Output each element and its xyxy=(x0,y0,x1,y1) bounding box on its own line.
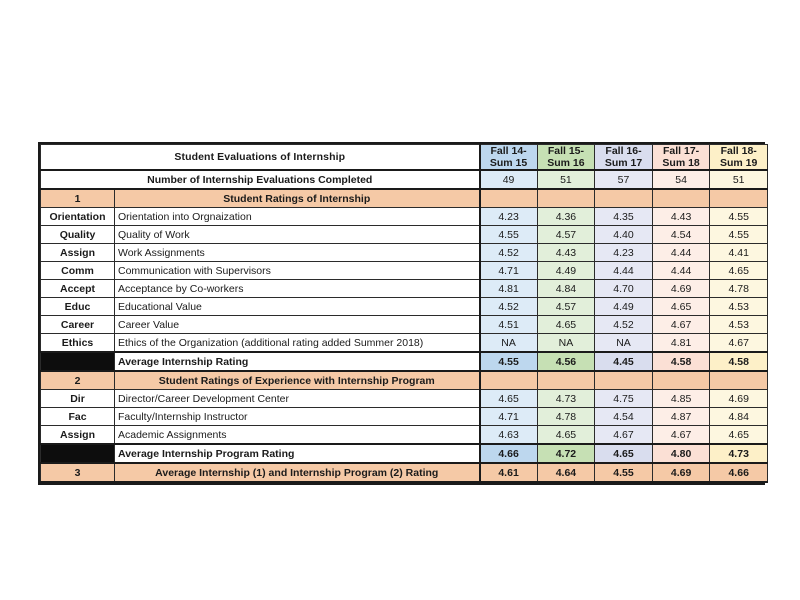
rating-value: 4.78 xyxy=(537,408,595,426)
section-2-number: 2 xyxy=(41,371,115,390)
rating-value: 4.55 xyxy=(480,226,538,244)
column-header-2 xyxy=(537,145,595,171)
section-2-header-row xyxy=(41,371,768,390)
section-3-value: 4.55 xyxy=(595,463,653,482)
table-body xyxy=(41,145,768,483)
section-1-row xyxy=(41,262,768,280)
section-2-average-row xyxy=(41,444,768,463)
rating-value: 4.67 xyxy=(595,426,653,445)
rating-value: 4.55 xyxy=(710,226,768,244)
section-2-row xyxy=(41,426,768,445)
section-2-row xyxy=(41,408,768,426)
rating-value: 4.44 xyxy=(595,262,653,280)
section-1-row xyxy=(41,298,768,316)
count-value-5: 51 xyxy=(710,170,768,189)
rating-value: 4.84 xyxy=(710,408,768,426)
row-code: Quality xyxy=(41,226,115,244)
rating-value: 4.43 xyxy=(537,244,595,262)
section-3-number: 3 xyxy=(41,463,115,482)
average-rating-value: 4.56 xyxy=(537,352,595,371)
column-header-line2: Sum 19 xyxy=(720,157,758,169)
row-code: Comm xyxy=(41,262,115,280)
column-header-line1: Fall 16- xyxy=(605,145,642,157)
average-row-marker xyxy=(41,444,115,463)
column-header-line2: Sum 17 xyxy=(604,157,643,169)
row-description: Director/Career Development Center xyxy=(115,390,480,408)
rating-value: NA xyxy=(537,334,595,353)
student-evaluations-table xyxy=(40,144,768,483)
column-header-3 xyxy=(595,145,653,171)
row-code: Career xyxy=(41,316,115,334)
section-2-label: Student Ratings of Experience with Internship Program xyxy=(115,371,480,390)
section-1-spacer-1 xyxy=(480,189,538,208)
row-description: Quality of Work xyxy=(115,226,480,244)
rating-value: 4.57 xyxy=(537,226,595,244)
rating-value: 4.65 xyxy=(537,426,595,445)
section-2-spacer-2 xyxy=(537,371,595,390)
section-2-spacer-1 xyxy=(480,371,538,390)
column-header-line1: Fall 17- xyxy=(663,145,700,157)
section-1-row xyxy=(41,226,768,244)
column-header-line1: Fall 18- xyxy=(720,145,757,157)
rating-value: 4.65 xyxy=(652,298,710,316)
row-description: Acceptance by Co-workers xyxy=(115,280,480,298)
rating-value: 4.44 xyxy=(652,262,710,280)
rating-value: 4.49 xyxy=(537,262,595,280)
rating-value: 4.67 xyxy=(710,334,768,353)
average-rating-value: 4.55 xyxy=(480,352,538,371)
rating-value: 4.41 xyxy=(710,244,768,262)
column-header-1 xyxy=(480,145,538,171)
average-row-marker xyxy=(41,352,115,371)
evaluation-table-container xyxy=(38,142,765,485)
row-description: Faculty/Internship Instructor xyxy=(115,408,480,426)
row-code: Assign xyxy=(41,426,115,445)
section-2-spacer-5 xyxy=(710,371,768,390)
section-1-number: 1 xyxy=(41,189,115,208)
row-code: Assign xyxy=(41,244,115,262)
rating-value: 4.35 xyxy=(595,208,653,226)
section-1-row xyxy=(41,208,768,226)
average-rating-value: 4.66 xyxy=(480,444,538,463)
column-header-4 xyxy=(652,145,710,171)
rating-value: 4.54 xyxy=(595,408,653,426)
section-3-label: Average Internship (1) and Internship Program (2) Rating xyxy=(115,463,480,482)
section-2-row xyxy=(41,390,768,408)
rating-value: 4.53 xyxy=(710,298,768,316)
rating-value: 4.65 xyxy=(710,262,768,280)
column-header-line2: Sum 18 xyxy=(662,157,700,169)
count-value-3: 57 xyxy=(595,170,653,189)
section-3-row xyxy=(41,463,768,482)
section-1-row xyxy=(41,280,768,298)
average-rating-value: 4.45 xyxy=(595,352,653,371)
title-row xyxy=(41,145,768,171)
rating-value: 4.40 xyxy=(595,226,653,244)
rating-value: 4.51 xyxy=(480,316,538,334)
count-value-2: 51 xyxy=(537,170,595,189)
section-1-row xyxy=(41,334,768,353)
column-header-line2: Sum 16 xyxy=(547,157,585,169)
row-description: Ethics of the Organization (additional rating added Summer 2018) xyxy=(115,334,480,353)
row-code: Ethics xyxy=(41,334,115,353)
rating-value: 4.81 xyxy=(480,280,538,298)
section-1-spacer-3 xyxy=(595,189,653,208)
rating-value: 4.63 xyxy=(480,426,538,445)
average-row-label: Average Internship Rating xyxy=(115,352,480,371)
rating-value: 4.71 xyxy=(480,262,538,280)
section-1-label: Student Ratings of Internship xyxy=(115,189,480,208)
section-1-header-row xyxy=(41,189,768,208)
row-description: Educational Value xyxy=(115,298,480,316)
count-value-1: 49 xyxy=(480,170,538,189)
rating-value: 4.49 xyxy=(595,298,653,316)
average-row-label: Average Internship Program Rating xyxy=(115,444,480,463)
average-rating-value: 4.65 xyxy=(595,444,653,463)
average-rating-value: 4.58 xyxy=(652,352,710,371)
counts-label: Number of Internship Evaluations Completed xyxy=(41,170,480,189)
row-description: Career Value xyxy=(115,316,480,334)
row-description: Orientation into Orgnaization xyxy=(115,208,480,226)
row-code: Dir xyxy=(41,390,115,408)
row-description: Work Assignments xyxy=(115,244,480,262)
rating-value: NA xyxy=(480,334,538,353)
rating-value: 4.65 xyxy=(480,390,538,408)
count-value-4: 54 xyxy=(652,170,710,189)
rating-value: 4.69 xyxy=(652,280,710,298)
rating-value: 4.23 xyxy=(480,208,538,226)
column-header-line2: Sum 15 xyxy=(489,157,528,169)
section-1-average-row xyxy=(41,352,768,371)
section-3-value: 4.61 xyxy=(480,463,538,482)
row-code: Educ xyxy=(41,298,115,316)
average-rating-value: 4.73 xyxy=(710,444,768,463)
row-code: Accept xyxy=(41,280,115,298)
rating-value: 4.23 xyxy=(595,244,653,262)
rating-value: 4.85 xyxy=(652,390,710,408)
rating-value: 4.43 xyxy=(652,208,710,226)
rating-value: 4.53 xyxy=(710,316,768,334)
rating-value: 4.52 xyxy=(480,298,538,316)
section-3-value: 4.66 xyxy=(710,463,768,482)
section-1-row xyxy=(41,316,768,334)
rating-value: 4.70 xyxy=(595,280,653,298)
page-title: Student Evaluations of Internship xyxy=(41,145,480,171)
rating-value: 4.67 xyxy=(652,426,710,445)
rating-value: 4.69 xyxy=(710,390,768,408)
column-header-line1: Fall 15- xyxy=(547,145,584,157)
rating-value: 4.65 xyxy=(537,316,595,334)
rating-value: 4.36 xyxy=(537,208,595,226)
section-3-value: 4.64 xyxy=(537,463,595,482)
section-3-value: 4.69 xyxy=(652,463,710,482)
rating-value: 4.54 xyxy=(652,226,710,244)
column-header-line1: Fall 14- xyxy=(490,145,527,157)
section-1-spacer-4 xyxy=(652,189,710,208)
counts-row xyxy=(41,170,768,189)
rating-value: 4.75 xyxy=(595,390,653,408)
section-2-spacer-4 xyxy=(652,371,710,390)
rating-value: 4.81 xyxy=(652,334,710,353)
rating-value: NA xyxy=(595,334,653,353)
rating-value: 4.65 xyxy=(710,426,768,445)
section-1-spacer-2 xyxy=(537,189,595,208)
row-description: Communication with Supervisors xyxy=(115,262,480,280)
row-code: Orientation xyxy=(41,208,115,226)
average-rating-value: 4.80 xyxy=(652,444,710,463)
rating-value: 4.57 xyxy=(537,298,595,316)
rating-value: 4.67 xyxy=(652,316,710,334)
section-1-row xyxy=(41,244,768,262)
section-1-spacer-5 xyxy=(710,189,768,208)
rating-value: 4.71 xyxy=(480,408,538,426)
rating-value: 4.73 xyxy=(537,390,595,408)
row-code: Fac xyxy=(41,408,115,426)
rating-value: 4.78 xyxy=(710,280,768,298)
section-2-spacer-3 xyxy=(595,371,653,390)
column-header-5 xyxy=(710,145,768,171)
rating-value: 4.52 xyxy=(480,244,538,262)
average-rating-value: 4.58 xyxy=(710,352,768,371)
rating-value: 4.87 xyxy=(652,408,710,426)
rating-value: 4.44 xyxy=(652,244,710,262)
average-rating-value: 4.72 xyxy=(537,444,595,463)
row-description: Academic Assignments xyxy=(115,426,480,445)
rating-value: 4.84 xyxy=(537,280,595,298)
rating-value: 4.52 xyxy=(595,316,653,334)
rating-value: 4.55 xyxy=(710,208,768,226)
